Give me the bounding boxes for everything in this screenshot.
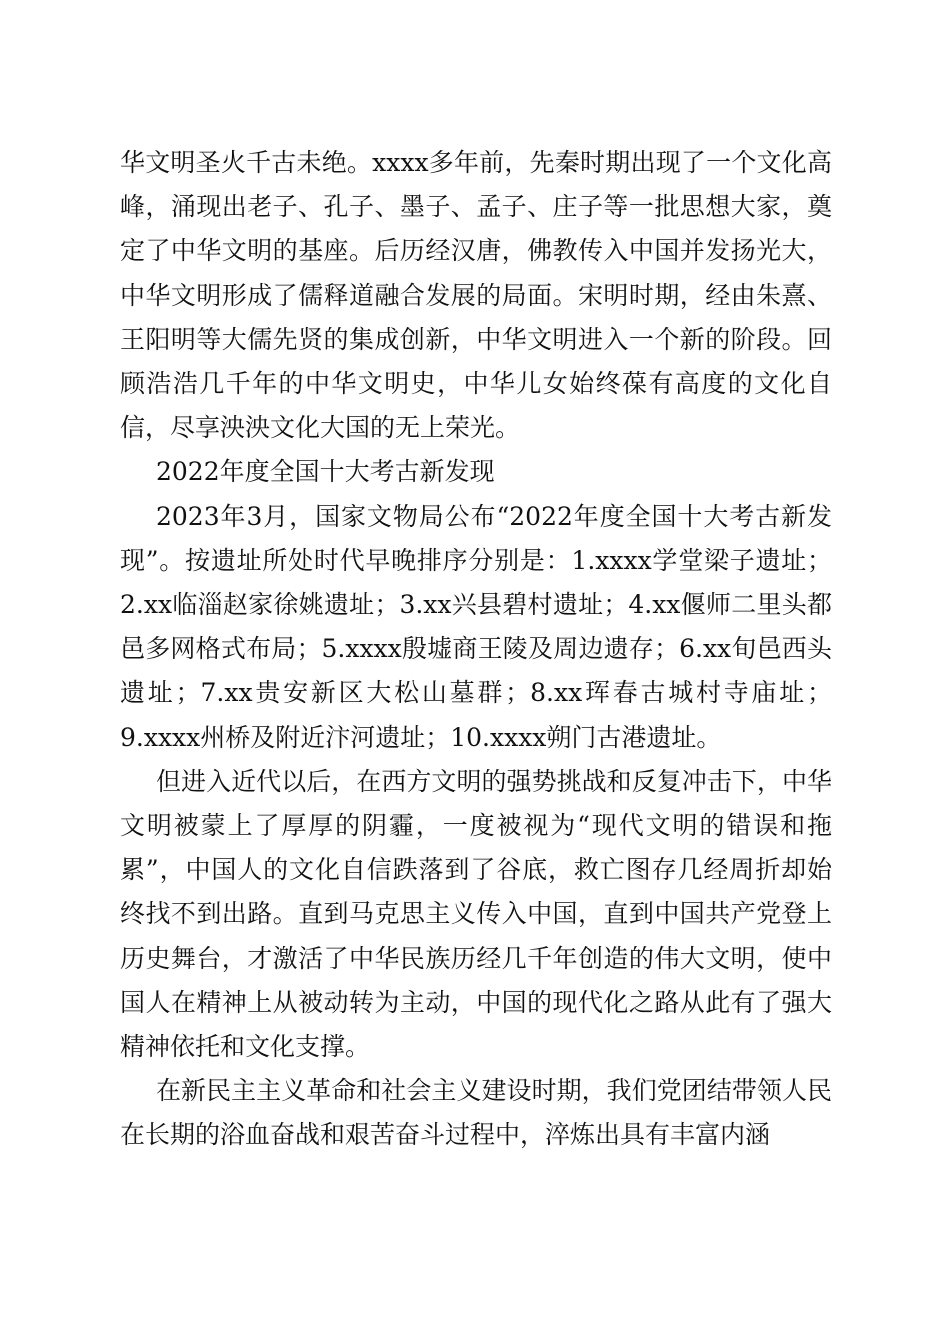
paragraph-continuation: 华文明圣火千古未绝。xxxx多年前，先秦时期出现了一个文化高峰，涌现出老子、孔子、墨子、孟子、庄子等一批思想大家，奠定了中华文明的基座。后历经汉唐，佛教传入中国并发扬光大，中华文明形成了儒释道融合发展的局面。宋明时期，经由朱熹、王阳明等大儒先贤的集成创新，中华文明进入一个新的阶段。回顾浩浩几千年的中华文明史，中华儿女始终葆有高度的文化自信，尽享泱泱文化大国的无上荣光。 <box>120 148 832 443</box>
paragraph-modern-era: 但进入近代以后，在西方文明的强势挑战和反复冲击下，中华文明被蒙上了厚厚的阴霾，一度被视为“现代文明的错误和拖累”，中国人的文化自信跌落到了谷底，救亡图存几经周折却始终找不到出路。直到马克思主义传入中国，直到中国共产党登上历史舞台，才激活了中华民族历经几千年创造的伟大文明，使中国人在精神上从被动转为主动，中国的现代化之路从此有了强大精神依托和文化支撑。 <box>120 766 832 1062</box>
paragraph-archaeology-list: 2023年3月，国家文物局公布“2022年度全国十大考古新发现”。按遗址所处时代早晚排序分别是：1.xxxx学堂梁子遗址；2.xx临淄赵家徐姚遗址；3.xx兴县碧村遗址；4.xx偃师二里头都邑多网格式布局；5.xxxx殷墟商王陵及周边遗存；6.xx旬邑西头遗址；7.xx贵安新区大松山墓群；8.xx珲春古城村寺庙址；9.xxxx州桥及附近汴河遗址；10.xxxx朔门古港遗址。 <box>120 501 832 752</box>
section-heading: 2022年度全国十大考古新发现 <box>156 457 495 487</box>
paragraph-revolution-era: 在新民主主义革命和社会主义建设时期，我们党团结带领人民在长期的浴血奋战和艰苦奋斗过程中，淬炼出具有丰富内涵 <box>120 1076 832 1150</box>
document-body <box>120 141 832 1158</box>
